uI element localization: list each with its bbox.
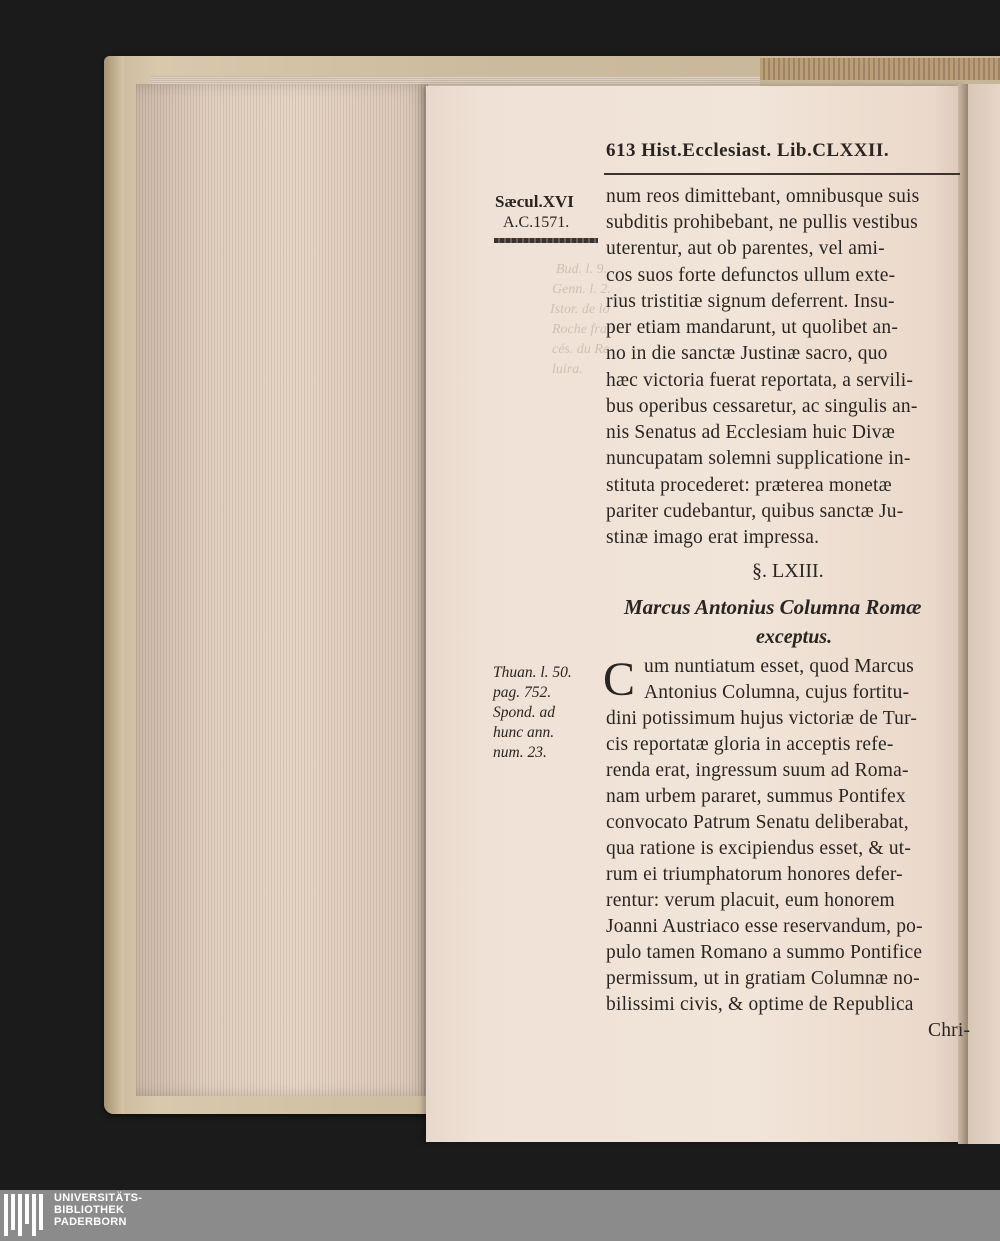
library-name-line1: UNIVERSITÄTS-: [54, 1192, 143, 1204]
drop-cap: C: [603, 653, 636, 706]
body-line: permissum, ut in gratiam Columnæ no-: [606, 968, 920, 989]
body-line: stinæ imago erat impressa.: [606, 527, 820, 548]
header-rule: [604, 173, 960, 175]
body-line: cos suos forte defunctos ullum exte-: [606, 265, 896, 286]
library-footer: [0, 1190, 1000, 1241]
body-line: rentur: verum placuit, eum honorem: [606, 890, 895, 911]
body-line: bus operibus cessaretur, ac singulis an-: [606, 396, 918, 417]
section-number: §. LXIII.: [752, 560, 824, 582]
body-line: renda erat, ingressum suum ad Roma-: [606, 760, 909, 781]
body-line: qua ratione is excipiendus esset, & ut-: [606, 838, 912, 859]
body-line: pulo tamen Romano a summo Pontifice: [606, 942, 923, 963]
book-spine-top: [760, 58, 1000, 80]
margin-reference: hunc ann.: [493, 724, 555, 741]
body-line: rum ei triumphatorum honores defer-: [606, 864, 903, 885]
body-line: uterentur, aut ob parentes, vel ami-: [606, 238, 885, 259]
margin-reference: pag. 752.: [493, 684, 552, 701]
body-line: subditis prohibebant, ne pullis vestibus: [606, 212, 918, 233]
margin-rule: [494, 238, 598, 243]
library-logo-icon: [4, 1194, 43, 1236]
body-line: bilissimi civis, & optime de Republica: [606, 994, 914, 1015]
catchword: Chri-: [928, 1020, 971, 1041]
body-line: um nuntiatum esset, quod Marcus: [644, 656, 914, 677]
section-title: Marcus Antonius Columna Romæ: [624, 595, 922, 619]
body-line: stituta procederet: præterea monetæ: [606, 475, 892, 496]
body-line: cis reportatæ gloria in acceptis refe-: [606, 734, 894, 755]
body-line: pariter cudebantur, quibus sanctæ Ju-: [606, 501, 904, 522]
margin-year: A.C.1571.: [503, 214, 570, 231]
margin-reference: Spond. ad: [493, 704, 555, 721]
scanned-book-image: Bud. l. 9. Genn. l. 2. Istor. de lo Roche fran- cés. du Re- luira. 613 Hist.Ecclesiast. Lib.CLXXII. Sæcul.XVI A.C.1571. num reos dimittebant, omnibusque suis subditis prohibebant, ne pullis vestibus uterentur, aut ob parentes, vel ami- cos suos forte defunctos ullum exte- rius tristitiæ signum deferrent. Insu- per etiam mandarunt, ut quolibet an- no in die sanctæ Justinæ sacro, quo hæc victoria fuerat reportata, a servili- bus operibus cessaretur, ac singulis an- nis Senatus ad Ecclesiam huic Divæ nuncupatam solemni supplicatione in- stituta procederet: præterea monetæ pariter cudebantur, quibus sanctæ Ju- stinæ imago erat impressa. §. LXIII. Marcus Antonius Columna Romæ exceptus. Thuan. l. 50. pag. 752. Spond. ad hunc ann. num. 23. C um nuntiatum esset, quod Marcus Antonius Columna, cujus fortitu- dini potissimum hujus victoriæ de Tur- cis reportatæ gloria in acceptis refe- renda erat, ingressum suum ad Roma- nam urbem pararet, summus Pontifex convocato Patrum Senatu deliberabat, qua ratione is excipiendus esset, & ut- rum ei triumphatorum honores defer- rentur: verum placuit, eum honorem Joanni Austriaco esse reservandum, po- pulo tamen Romano a summo Pontifice permissum, ut in gratiam Columnæ no- bilissimi civis, & optime de Republica Chri-: [0, 0, 1000, 1190]
body-line: Joanni Austriaco esse reservandum, po-: [606, 916, 923, 937]
body-line: rius tristitiæ signum deferrent. Insu-: [606, 291, 895, 312]
body-line: convocato Patrum Senatu deliberabat,: [606, 812, 909, 833]
body-line: per etiam mandarunt, ut quolibet an-: [606, 317, 899, 338]
section-title-continued: exceptus.: [756, 626, 833, 648]
page-stack-edge: [136, 84, 428, 1096]
body-line: Antonius Columna, cujus fortitu-: [644, 682, 910, 703]
facing-page-edge: [968, 84, 1000, 1144]
body-line: nam urbem pararet, summus Pontifex: [606, 786, 906, 807]
body-line: nuncupatam solemni supplicatione in-: [606, 448, 911, 469]
body-line: hæc victoria fuerat reportata, a servili-: [606, 370, 914, 391]
body-line: nis Senatus ad Ecclesiam huic Divæ: [606, 422, 895, 443]
library-name-line3: PADERBORN: [54, 1216, 127, 1228]
margin-century: Sæcul.XVI: [495, 192, 574, 211]
running-head: 613 Hist.Ecclesiast. Lib.CLXXII.: [606, 140, 890, 161]
body-line: dini potissimum hujus victoriæ de Tur-: [606, 708, 918, 729]
cover-edge: [104, 56, 124, 1114]
margin-reference: Thuan. l. 50.: [493, 664, 572, 681]
body-line: num reos dimittebant, omnibusque suis: [606, 186, 920, 207]
body-line: no in die sanctæ Justinæ sacro, quo: [606, 343, 888, 364]
library-name-line2: BIBLIOTHEK: [54, 1204, 125, 1216]
margin-reference: num. 23.: [493, 744, 547, 761]
